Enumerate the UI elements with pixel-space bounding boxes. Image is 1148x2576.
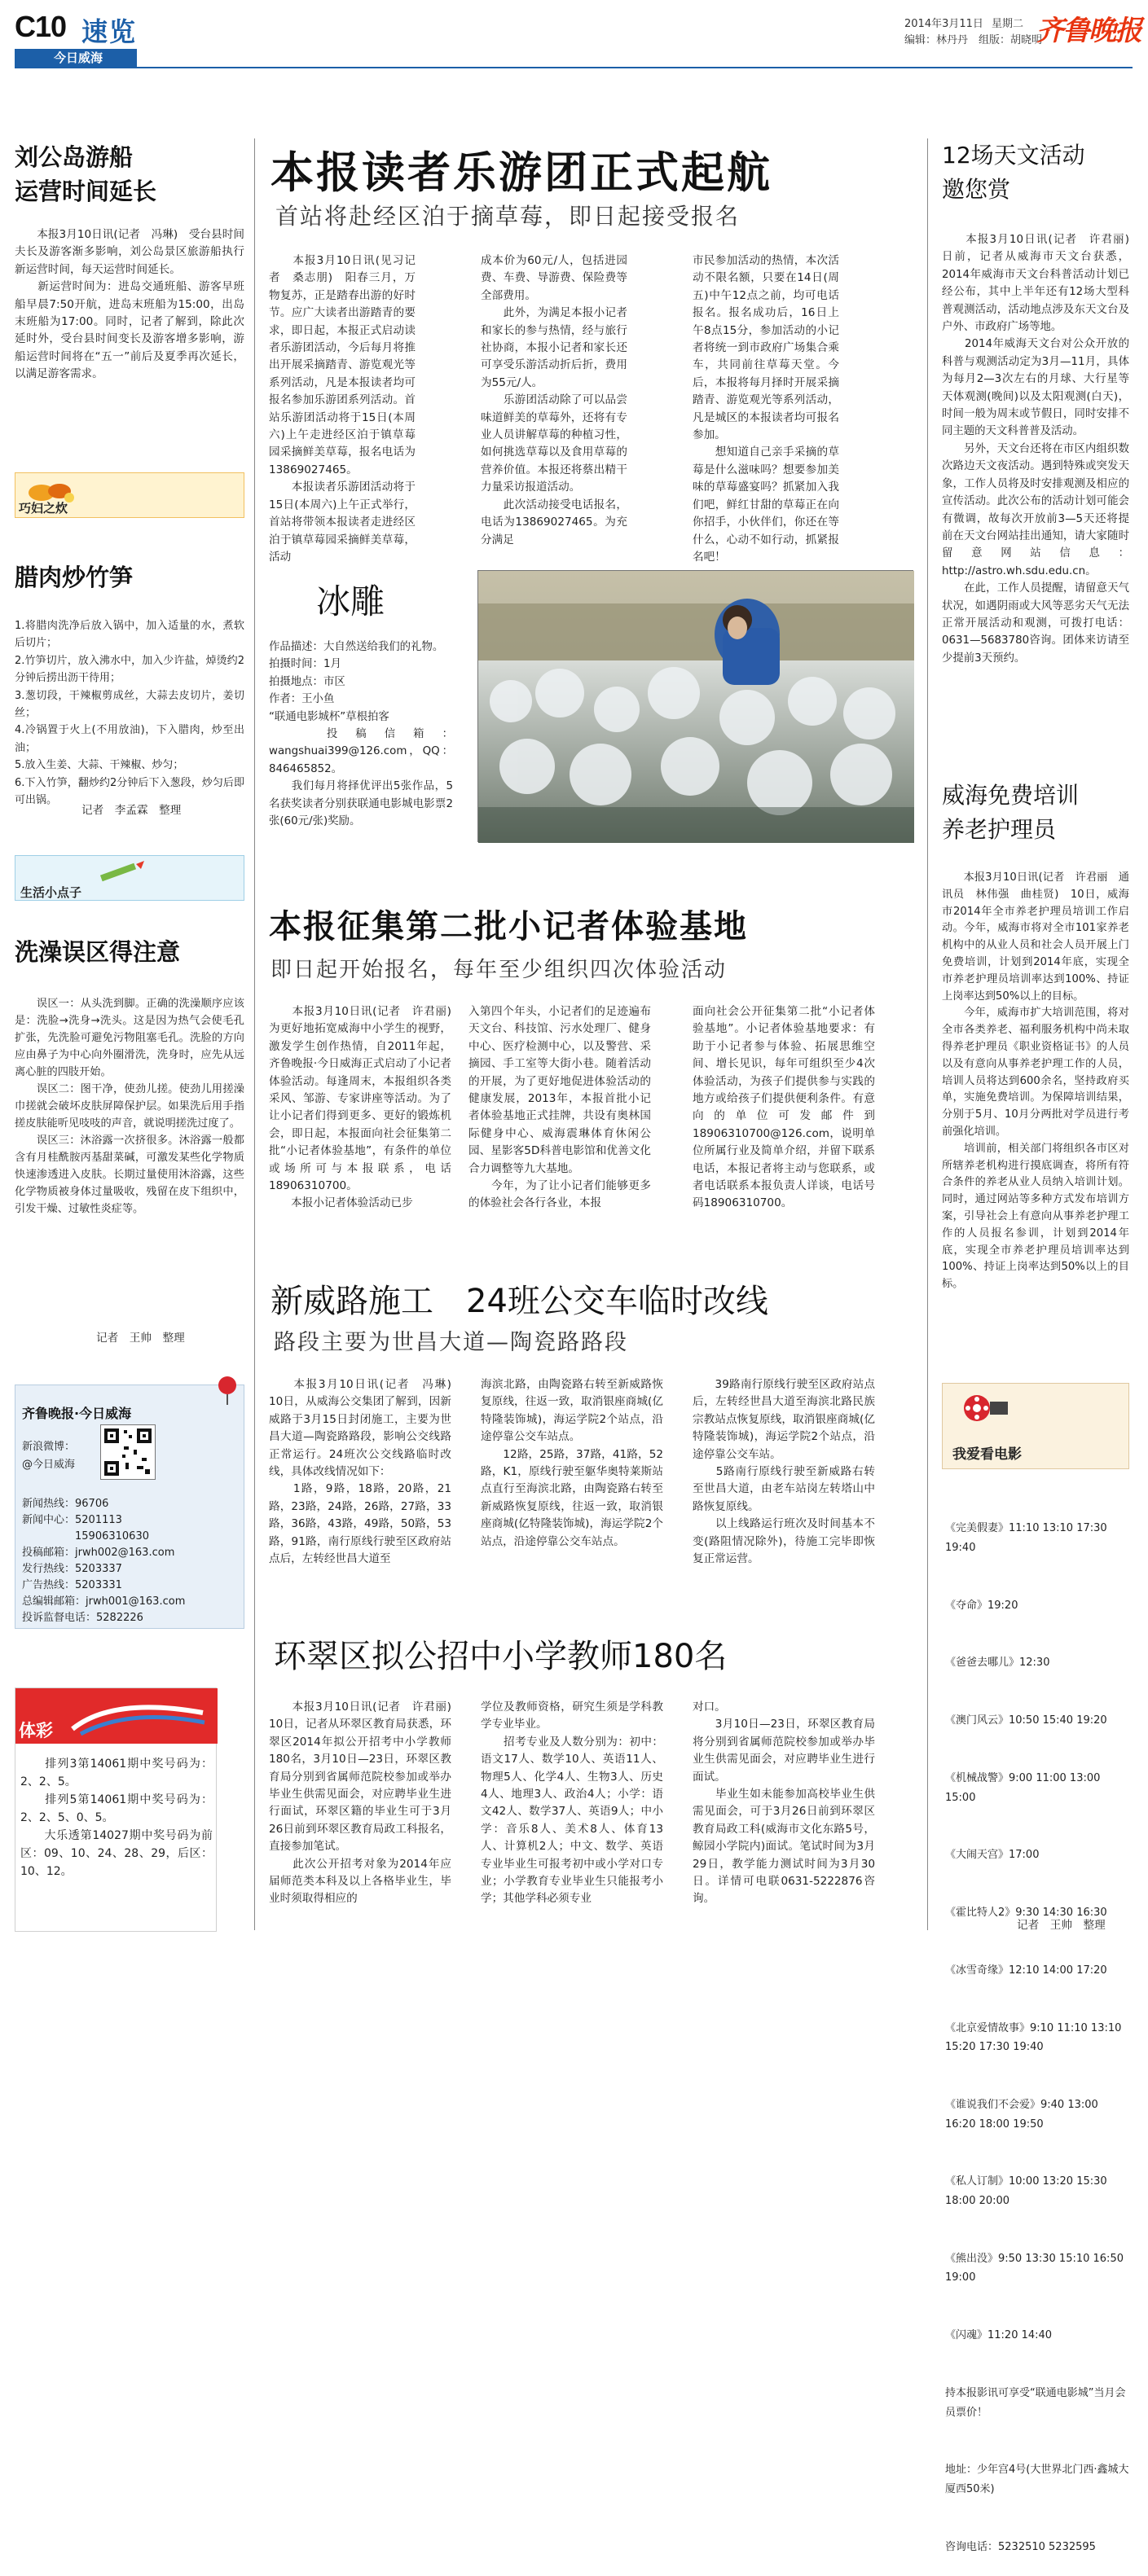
shenghuo-banner-label: 生活小点子: [20, 885, 82, 900]
movie-item: 《大闹天宫》17:00: [945, 1849, 1040, 1862]
lead-subtitle: 首站将赴经区泊于摘草莓，即日起接受报名: [275, 203, 741, 230]
movie-item: 《夺命》19:20: [945, 1599, 1018, 1612]
nurse-title: 威海免费培训 养老护理员: [942, 782, 1080, 843]
movie-item: 持本报影讯可享受“联通电影城”当月会员票价！: [945, 2386, 1126, 2419]
date-text: 2014年3月11日: [904, 18, 983, 30]
xiaojizhe-col-2: 入第四个年头，小记者们的足迹遍布天文台、科技馆、污水处理厂、健身中心、医疗检测中心，以及警营、采摘园、手工室等大街小巷。随着活动的开展，为了更好地促进体验活动的健康发展，2013年，本报首批小记者体验基地正式挂牌，共设有奥林国际健身中心、威海震琳体育休闲公园、星影客5D科普电影馆和优善文化合力调整等九大基地。 今年，为了让小记者们能够更多的体验社会各行各业，本报: [468, 1005, 651, 1210]
weibo-label: 新浪微博：: [22, 1441, 76, 1453]
movie-item: 《闪魂》11:20 14:40: [945, 2329, 1053, 2342]
movie-byline: 记者 王帅 整理: [1017, 1919, 1106, 1932]
contact-line: 15906310630: [22, 1530, 149, 1543]
contact-line: 新闻中心：5201113: [22, 1514, 122, 1526]
contact-card: [15, 1385, 244, 1629]
teacher-col-1: 本报3月10日讯(记者 许君丽) 10日，记者从环翠区教育局获悉，环翠区2014年拟公开招考中小学教师180名，3月10日—23日，环翠区教育局分别到省属师范院校参加或举办毕业生供需见面会，对应聘毕业生进行面试，环翠区籍的毕业生可于3月26日前到环翠区教育局政工科报名，直接参加笔试。 此次公开招考对象为2014年应届师范类本科及以上各格毕业生，毕业时须取得相应的: [269, 1701, 451, 1906]
xiaojizhe-title: 本报征集第二批小记者体验基地: [269, 908, 748, 946]
ticai-banner: [15, 1688, 218, 1744]
bus-col-3: 39路南行原线行驶至区政府站点后，左转经世昌大道至海滨北路民族宗教站点恢复原线，取消银座商城(亿特隆装饰城)，海运学院2个站点，沿途停靠公交车站。 5路南行原线行驶至新威路右转至世昌大道，由老车站岗左转塔山中路恢复原线。 以上线路运行班次及时间基本不变(路阻情况除外)，待施工完毕即恢复正常运营。: [693, 1378, 875, 1566]
movie-list: [945, 1481, 1129, 2576]
movie-item: 地址：少年宫4号(大世界北门西·鑫城大厦西50米): [945, 2464, 1129, 2495]
masthead: [0, 0, 1148, 65]
movie-item: 《澳门风云》10:50 15:40 19:20: [945, 1714, 1107, 1727]
bus-col-2: 海滨北路，由陶瓷路右转至新威路恢复原线，往返一致，取消银座商城(亿特隆装饰城)，海运学院2个站点，沿途停靠公交车站点。 12路，25路，37路，41路，52路，K1，原线行驶至躯华奥特莱斯站点直行至海滨北路，由陶瓷路右转至新威路恢复原线，往返一致，取消银座商城(亿特隆装饰城)，海运学院2个站点，沿途停靠公交车站点。: [481, 1378, 663, 1548]
pin-icon: [211, 1374, 244, 1406]
weibo-handle: @今日威海: [22, 1459, 76, 1471]
ticai-body: 排列3第14061期中奖号码为：2、2、5。 排列5第14061期中奖号码为：2、2、5、0、5。 大乐透第14027期中奖号码为前区：09、10、24、28、29，后区：10、12。: [20, 1758, 213, 1878]
teacher-col-3: 对口。 3月10日—23日，环翠区教育局将分别到省属师范院校参加或举办毕业生供需见面会，对应聘毕业生进行面试。 毕业生如未能参加高校毕业生供需见面会，可于3月26日前到环翠区教育局政工科(威海市文化东路5号，鲸园小学院内)面试。笔试时间为3月29日，教学能力测试时间为3月30日。详情可电联0631-5222876咨询。: [693, 1701, 875, 1906]
lead-col-3: 市民参加活动的热情，本次活动不限名额，只要在14日(周五)中午12点之前，均可电话报名。报名成功后，16日上午8点15分，参加活动的小记者将统一到市政府广场集合乘车，共同前往草莓天堂。今后，本报将每月择时开展采摘踏青、游览观光等系列活动，凡是城区的本报读者均可报名参加。 想知道自己亲手采摘的草莓是什么滋味吗？想要参加美味的草莓盛宴吗？抓紧加入我们吧，鲜红甘甜的草莓正在向你招手，小伙伴们，你还在等什么，心动不如行动，抓紧报名吧！: [693, 254, 839, 564]
movie-banner-label: 我爱看电影: [952, 1446, 1022, 1463]
teacher-title: 环翠区拟公招中小学教师180名: [274, 1638, 728, 1675]
liugong-title: 刘公岛游船 运营时间延长: [15, 143, 157, 205]
movie-item: 《熊出没》9:50 13:30 15:10 16:50 19:00: [945, 2252, 1128, 2284]
contact-line: 总编辑邮箱：jrwh001@163.com: [22, 1595, 186, 1608]
pencil-icon: [97, 859, 146, 884]
section-name: 速览: [81, 16, 138, 47]
right-column-rule: [927, 138, 928, 1930]
contact-title: 齐鲁晚报·今日威海: [22, 1406, 132, 1421]
bus-col-1: 本报3月10日讯(记者 冯琳) 10日，从威海公交集团了解到，因新威路于3月15日封闭施工，主要为世昌大道—陶瓷路路段，影响公交线路正常运行。24班次公交线路临时改线，具体改线情况如下： 1路，9路，18路，20路，21路，23路，24路，26路，27路，33路，36路，43路，49路，50路，53路，91路，南行原线行驶至区政府站点后，左转经世昌大道至: [269, 1378, 451, 1566]
qiaofu-banner: [15, 472, 244, 518]
header-rule: [15, 67, 1133, 68]
movie-item: 《爸爸去哪儿》12:30: [945, 1657, 1050, 1670]
issue-date: [904, 15, 1023, 30]
movie-banner: [942, 1383, 1129, 1469]
movie-item: 《冰雪奇缘》12:10 14:00 17:20: [945, 1964, 1107, 1977]
shenghuo-banner: [15, 855, 244, 901]
subsection-bar: [15, 49, 137, 67]
movie-item: 《完美假妻》11:10 13:10 17:30 19:40: [945, 1522, 1111, 1554]
contact-line: 投诉监督电话：5282226: [22, 1612, 143, 1624]
movie-item: 《霍比特人2》9:30 14:30 16:30: [945, 1907, 1107, 1920]
photo-ice-sculpture: [477, 570, 913, 842]
photo-title: 冰雕: [316, 581, 385, 621]
qr-code: [100, 1424, 156, 1480]
astro-title: 12场天文活动 邀您赏: [942, 142, 1085, 203]
page-code: C10: [15, 10, 67, 43]
contact-line: 广告热线：5203331: [22, 1579, 122, 1591]
ticai-box: [15, 1687, 217, 1932]
movie-item: 咨询电话：5232510 5232595: [945, 2540, 1096, 2553]
teacher-col-2: 学位及教师资格，研究生须是学科教学专业毕业。 招考专业及人数分别为：初中：语文17人、数学10人、英语11人、物理5人、化学4人、生物3人、历史4人、地理3人、政治4人；小学：语文42人、数学37人、英语9人；中小学：音乐8人、美术8人、体育13人、计算机2人；中文、数学、英语专业毕业生可报考初中或小学对口专业；小学教育专业毕业生只能报考小学；其他学科必须专业: [481, 1701, 663, 1906]
subsection-name: 今日威海: [54, 50, 103, 65]
nurse-body: 本报3月10日讯(记者 许君丽 通讯员 林伟强 曲桂贤) 10日，威海市2014年全市养老护理员培训工作启动。今年，威海市将对全市101家养老机构中的从业人员和社会人员开展上门免费培训，计划到2014年底，实现全市养老护理员培训率达到100%、持证上岗率达到50%以上的目标。 今年，威海市扩大培训范围，将对全市各类养老、福利服务机构中尚未取得养老护理员《职业资格证书》的人员以及有意向从事养老护理工作的人员，培训人员将达到600余名，坚持政府买单，实施免费培训。为保障培训结果，分别于5月、10月分两批对学员进行考前强化培训。 培训前，相关部门将组织各市区对所辖养老机构进行摸底调查，将所有符合条件的养老从业人员纳入培训计划。同时，通过网站等多种方式发布培训方案，引导社会上有意向从事养老护理工作的人员报名参训，计划到2014年底，实现全市养老护理员培训率达到100%、持证上岗率达到50%以上的目标。: [942, 871, 1129, 1291]
qiaofu-byline: 记者 李孟霖 整理: [81, 804, 182, 817]
xiaojizhe-col-3: 面向社会公开征集第二批“小记者体验基地”。小记者体验基地要求：有助于小记者参与体验、拓展思维空间、增长见识，每年可组织至少4次体验活动，为孩子们提供参与实践的地方或给孩子们提供便利条件。有意向的单位可发邮件到18906310700@126.com，说明单位所属行业及简单介绍，并留下联系电话，本报记者将主动与您联系，或者电话联系本报负责人详谈，电话号码18906310700。: [693, 1005, 875, 1210]
movie-item: 《北京爱情故事》9:10 11:10 13:10 15:20 17:30 19:40: [945, 2021, 1125, 2054]
lead-col-1: 本报3月10日讯(见习记者 桑志朋) 阳春三月，万物复苏，正是踏春出游的好时节。应广大读者出游踏青的要求，即日起，本报正式启动读者乐游团活动，今后每月将推出开展采摘踏青、游览观光等系列活动，凡是本报读者均可报名参加乐游团系列活动。首站乐游团活动将于15日(本周六)上午走进经区泊于镇草莓园采摘鲜美草莓，报名电话为13869027465。 本报读者乐游团活动将于15日(本周六)上午正式举行，首站将带领本报读者走进经区泊于镇草莓园采摘鲜美草莓，活动: [269, 254, 416, 564]
lead-col-2: 成本价为60元/人，包括进园费、车费、导游费、保险费等全部费用。 此外，为满足本报小记者和家长的参与热情，经与旅行社协商，本报小记者和家长还可享受乐游活动折后折，费用为55元/人。 乐游团活动除了可以品尝味道鲜美的草莓外，还将有专业人员讲解草莓的种植习性，如何挑选草莓以及食用草莓的营养价值。本报还将蔡出精干力量采访报道活动。 此次活动接受电话报名，电话为13869027465。为充分满足: [481, 254, 627, 546]
photo-body: 作品描述：大自然送给我们的礼物。 拍摄时间：1月 拍摄地点：市区 作者：王小鱼 “联通电影城杯”草根拍客 投稿信箱：wangshuai399@126.com，QQ：846465852。 我们每月将择优评出5张作品，5名获奖读者分别获联通电影城电影票2张(60元/张)奖励。: [269, 641, 453, 828]
ticai-swoosh-icon: [64, 1696, 211, 1737]
liugong-body: 本报3月10日讯(记者 冯琳) 受台县时间夫长及游客渐多影响，刘公岛景区旅游船执行新运营时间，每天运营时间延长。 新运营时间为：进岛交通班船、游客早班船早晨7:50开航，进岛末班船为15:00，出岛末班船为17:00。同时，记者了解到，除此次延时外，受台县时间变长及游客增多影响，游船运营时间将在“五一”前后及夏季再次延长，以满足游客需求。: [15, 228, 244, 381]
shenghuo-byline: 记者 王帅 整理: [96, 1332, 185, 1345]
contact-line: 发行热线：5203337: [22, 1563, 122, 1575]
shenghuo-body: 误区一：从头洗到脚。正确的洗澡顺序应该是：洗脸→洗身→洗头。这是因为热气会使毛孔扩张，先洗脸可避免污物阻塞毛孔。洗脸的方向应由鼻子为中心向外圈滑洗，洗身时，应先从远离心脏的四肢开始。 误区二：图干净，使劲儿搓。使劲儿用搓澡巾搓就会破坏皮肤屏障保护层。如果洗后用手指搓皮肤能听见吱吱的声音，就说明搓洗过度了。 误区三：沐浴露一次挤很多。沐浴露一般都含有月桂酰胺丙基甜菜碱，可激发某些化学物质快速渗透进入皮肤。长期过量使用沐浴露，这些化学物质被身体过量吸收，残留在皮下组织中，引发干燥、过敏性炎症等。: [15, 998, 244, 1215]
contact-line: 投稿邮箱：jrwh002@163.com: [22, 1547, 175, 1559]
left-column-rule: [254, 138, 255, 1930]
qiaofu-body: 1.将腊肉洗净后放入锅中，加入适量的水，煮软后切片； 2.竹笋切片，放入沸水中，加入少许盐，焯烫约2分钟后捞出沥干待用； 3.葱切段，干辣椒剪成丝，大蒜去皮切片，姜切丝； 4.冷锅置于火上(不用放油)，下入腊肉，炒至出油； 5.放入生姜、大蒜、干辣椒、炒匀； 6.下入竹笋，翻炒约2分钟后下入葱段，炒匀后即可出锅。: [15, 620, 244, 807]
ticai-banner-label: 体彩: [19, 1721, 53, 1740]
editor-line: 编辑：林丹丹 组版：胡晓明: [904, 34, 1043, 46]
xiaojizhe-col-1: 本报3月10日讯(记者 许君丽) 为更好地拓宽威海中小学生的视野，激发学生创作热情，自2011年起，齐鲁晚报·今日威海正式启动了小记者体验活动。每逢周末，本报组织各类采风、邹游、专家讲座等活动。为了让小记者们得到更多、更好的锻炼机会，即日起，本报面向社会征集第二批“小记者体验基地”，有条件的单位或场所可与本报联系，电话18906310700。 本报小记者体验活动已步: [269, 1005, 451, 1210]
movie-item: 《谁说我们不会爱》9:40 13:00 16:20 18:00 19:50: [945, 2099, 1102, 2131]
shenghuo-title: 洗澡误区得注意: [15, 938, 181, 966]
contact-list: [22, 1496, 185, 1626]
contact-line: 新闻热线：96706: [22, 1498, 109, 1510]
paper-logo: 齐鲁晚报: [1036, 15, 1141, 47]
bus-subtitle: 路段主要为世昌大道—陶瓷路路段: [274, 1330, 628, 1355]
lead-title: 本报读者乐游团正式起航: [271, 148, 772, 198]
movie-item: 《机械战警》9:00 11:00 13:00 15:00: [945, 1771, 1104, 1804]
xiaojizhe-subtitle: 即日起开始报名，每年至少组织四次体验活动: [271, 958, 728, 982]
film-reel-icon: [961, 1390, 1009, 1428]
weekday-text: 星期二: [992, 18, 1024, 30]
astro-body: 本报3月10日讯(记者 许君丽) 日前，记者从威海市天文台获悉，2014年威海市天文台科普活动计划已经公布，其中上半年还有12场大型科普观测活动，活动地点涉及东天文台及户外、市政府广场等地。 2014年威海天文台对公众开放的科普与观测活动定为3月—11月，具体为每月2—3次左右的月球、大行星等天体观测(晚间)以及太阳观测(白天)，时间一般为周末或节假日，同时安排不同主题的天文科普普及活动。 另外，天文台还将在市区内组织数次路边天文夜活动。遇到特殊或突发天象，工作人员将及时安排观测及相应的宣传活动。此次公布的活动计划可能会有微调，故每次开放前3—5天还将提前在天文台网站挂出通知，请大家随时留意网站信息：http://astro.wh.sdu.edu.cn。 在此，工作人员提醒，请留意天气状况，如遇阴雨或大风等恶劣天气无法正常开展活动和观测，可拨打电话：0631—5683780咨询。团体来访请至少提前3天预约。: [942, 234, 1129, 665]
qiaofu-banner-label: 巧妇之炊: [19, 501, 68, 516]
movie-item: 《私人订制》10:00 13:20 15:30 18:00 20:00: [945, 2175, 1111, 2207]
bus-title: 新威路施工 24班公交车临时改线: [271, 1283, 768, 1320]
qiaofu-title: 腊肉炒竹笋: [15, 564, 134, 591]
